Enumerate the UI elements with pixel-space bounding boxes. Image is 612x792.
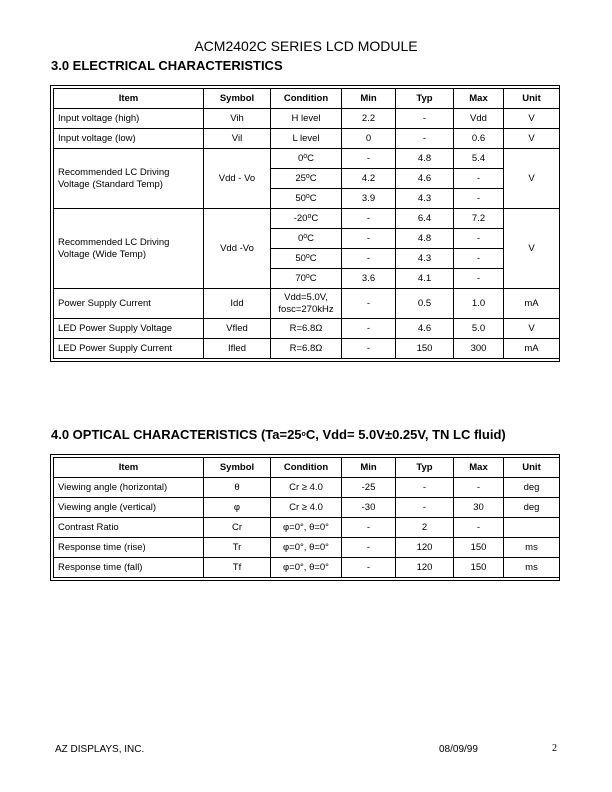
table-row [54,209,560,229]
unit-cell: deg [504,498,560,518]
max-cell: 0.6 [454,129,504,149]
max-cell: - [454,249,504,269]
typ-cell: - [396,498,454,518]
symbol-cell: Tr [204,538,271,558]
min-cell: - [342,289,396,319]
header-unit: Unit [504,458,560,478]
typ-cell: 4.1 [396,269,454,289]
symbol-cell: Vfled [204,319,271,339]
condition-cell: 0$^o$C [271,149,342,169]
document-title: ACM2402C SERIES LCD MODULE [194,38,418,54]
min-cell: 3.6 [342,269,396,289]
condition-cell: φ=0°, θ=0° [271,518,342,538]
max-cell: - [454,478,504,498]
condition-cell: 0$^o$C [271,229,342,249]
min-cell: - [342,149,396,169]
typ-cell: 4.3 [396,249,454,269]
optical-table-frame [50,454,560,581]
max-cell: 5.0 [454,319,504,339]
symbol-cell: Ifled [204,339,271,359]
unit-cell: V [504,129,560,149]
header-max: Max [454,458,504,478]
condition-cell: H level [271,109,342,129]
max-cell: 30 [454,498,504,518]
item-cell [54,149,204,209]
item-cell: LED Power Supply Voltage [54,319,204,339]
max-cell: 150 [454,558,504,578]
optical-table [53,457,560,578]
table-row [54,129,560,149]
table-header-row [54,89,560,109]
header-unit: Unit [504,89,560,109]
footer-company: AZ DISPLAYS, INC. [55,744,145,755]
item-cell [54,209,204,289]
header-condition: Condition [271,458,342,478]
typ-cell: - [396,478,454,498]
electrical-table-frame [50,85,560,362]
header-typ: Typ [396,89,454,109]
symbol-cell: θ [204,478,271,498]
page-number: 2 [552,743,557,754]
unit-cell: V [504,109,560,129]
condition-cell: φ=0°, θ=0° [271,558,342,578]
electrical-heading: 3.0 ELECTRICAL CHARACTERISTICS [51,58,283,73]
min-cell: 2.2 [342,109,396,129]
table-row [54,319,560,339]
item-cell: Input voltage (high) [54,109,204,129]
max-cell: 7.2 [454,209,504,229]
item-cell: Viewing angle (horizontal) [54,478,204,498]
typ-cell: - [396,129,454,149]
condition-cell: φ=0°, θ=0° [271,538,342,558]
min-cell: -25 [342,478,396,498]
symbol-cell: φ [204,498,271,518]
unit-cell: mA [504,339,560,359]
max-cell: - [454,518,504,538]
min-cell: 3.9 [342,189,396,209]
condition-cell: 50$^o$C [271,189,342,209]
table-row [54,518,560,538]
table-row [54,538,560,558]
unit-cell: V [504,149,560,209]
item-line: Recommended LC Driving [58,236,170,248]
condition-cell: 25$^o$C [271,169,342,189]
symbol-cell: Idd [204,289,271,319]
table-row [54,339,560,359]
max-cell: 5.4 [454,149,504,169]
typ-cell: 150 [396,339,454,359]
item-cell: Input voltage (low) [54,129,204,149]
unit-cell: ms [504,558,560,578]
condition-cell: L level [271,129,342,149]
min-cell: - [342,518,396,538]
symbol-cell: Vih [204,109,271,129]
min-cell: - [342,319,396,339]
typ-cell: 120 [396,538,454,558]
item-cell: Contrast Ratio [54,518,204,538]
table-row [54,558,560,578]
table-row [54,149,560,169]
symbol-cell: Cr [204,518,271,538]
typ-cell: 4.3 [396,189,454,209]
condition-cell: R=6.8Ω [271,339,342,359]
table-row [54,109,560,129]
item-cell: Response time (fall) [54,558,204,578]
electrical-table [53,88,560,359]
header-condition: Condition [271,89,342,109]
condition-cell: Vdd=5.0V, fosc=270kHz [271,289,342,319]
item-cell: Response time (rise) [54,538,204,558]
optical-heading: 4.0 OPTICAL CHARACTERISTICS ($Ta=25^oC$, Vdd= 5.0V±0.25V, TN LC fluid) [51,427,506,442]
header-min: Min [342,89,396,109]
min-cell: 4.2 [342,169,396,189]
condition-cell: Cr ≥ 4.0 [271,498,342,518]
header-symbol: Symbol [204,89,271,109]
min-cell: - [342,249,396,269]
header-max: Max [454,89,504,109]
max-cell: - [454,169,504,189]
max-cell: - [454,269,504,289]
table-row [54,289,560,319]
header-min: Min [342,458,396,478]
item-cell: Power Supply Current [54,289,204,319]
item-cell: Viewing angle (vertical) [54,498,204,518]
item-line: Recommended LC Driving [58,166,170,178]
condition-cell: -20$^o$C [271,209,342,229]
min-cell: -30 [342,498,396,518]
condition-cell: 70$^o$C [271,269,342,289]
unit-cell: V [504,319,560,339]
typ-cell: 4.6 [396,169,454,189]
min-cell: - [342,538,396,558]
max-cell: 1.0 [454,289,504,319]
footer-date: 08/09/99 [439,744,478,755]
typ-cell: 4.6 [396,319,454,339]
typ-cell: 6.4 [396,209,454,229]
unit-cell: V [504,209,560,289]
max-cell: - [454,229,504,249]
unit-cell: mA [504,289,560,319]
min-cell: - [342,229,396,249]
table-row [54,478,560,498]
unit-cell: deg [504,478,560,498]
header-item: Item [54,458,204,478]
condition-cell: Cr ≥ 4.0 [271,478,342,498]
symbol-cell: Vdd -Vo [204,209,271,289]
item-line: Voltage (Standard Temp) [58,178,163,190]
min-cell: - [342,209,396,229]
max-cell: - [454,189,504,209]
symbol-cell: Vil [204,129,271,149]
table-header-row [54,458,560,478]
condition-cell: 50$^o$C [271,249,342,269]
header-typ: Typ [396,458,454,478]
header-symbol: Symbol [204,458,271,478]
item-line: Voltage (Wide Temp) [58,248,147,260]
symbol-cell: Vdd - Vo [204,149,271,209]
max-cell: 150 [454,538,504,558]
unit-cell [504,518,560,538]
typ-cell: 4.8 [396,229,454,249]
typ-cell: 2 [396,518,454,538]
condition-cell: R=6.8Ω [271,319,342,339]
min-cell: - [342,339,396,359]
table-row [54,498,560,518]
typ-cell: 0.5 [396,289,454,319]
typ-cell: 4.8 [396,149,454,169]
max-cell: 300 [454,339,504,359]
symbol-cell: Tf [204,558,271,578]
typ-cell: - [396,109,454,129]
unit-cell: ms [504,538,560,558]
typ-cell: 120 [396,558,454,578]
max-cell: Vdd [454,109,504,129]
item-cell: LED Power Supply Current [54,339,204,359]
min-cell: 0 [342,129,396,149]
min-cell: - [342,558,396,578]
header-item: Item [54,89,204,109]
